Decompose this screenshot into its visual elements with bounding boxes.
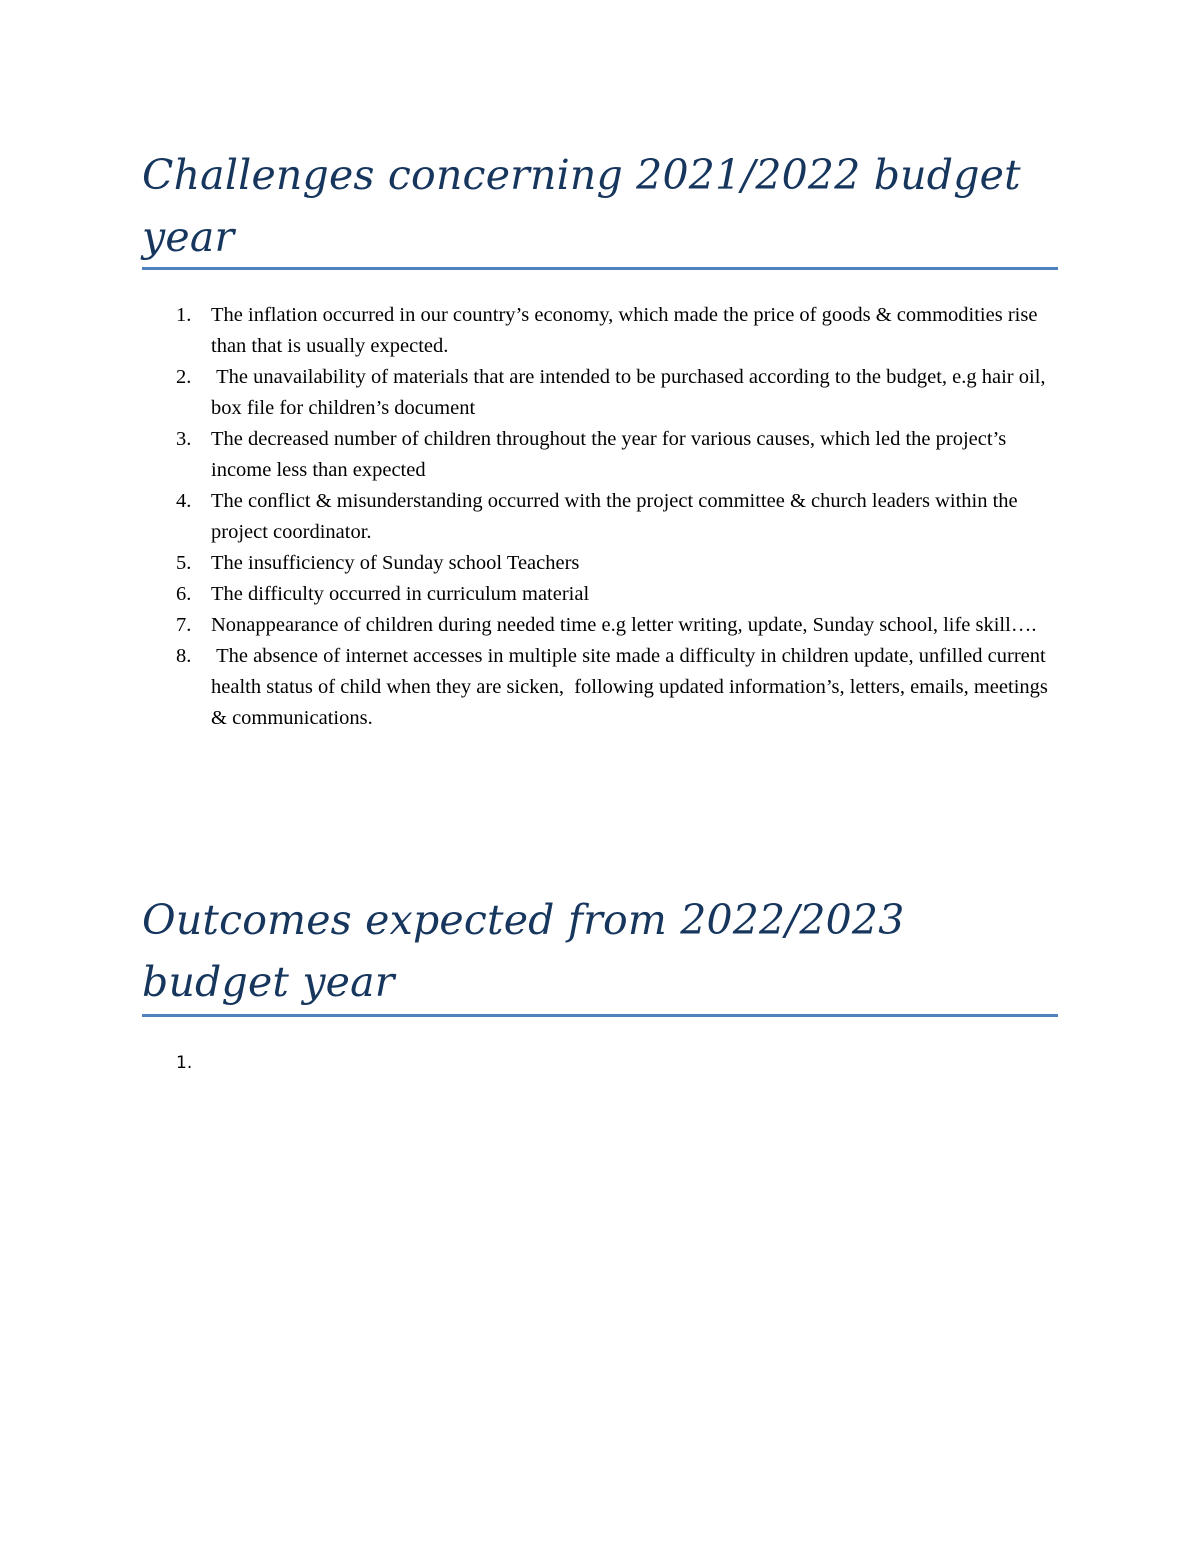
list-number: 4. bbox=[176, 490, 192, 512]
list-item bbox=[142, 486, 1058, 548]
list-item-text: The decreased number of children throughout the year for various causes, which led the project’s income less than expected bbox=[211, 428, 1007, 481]
list-number: 2. bbox=[176, 366, 192, 388]
heading-underline bbox=[142, 267, 1058, 270]
list-item bbox=[142, 300, 1058, 362]
list-number: 6. bbox=[176, 583, 192, 605]
list-item-text: The absence of internet accesses in multiple site made a difficulty in children update, unfilled current health status of child when they are sicken, following updated information’s, letters, emails, meetings & communications. bbox=[211, 645, 1054, 729]
list-number: 1. bbox=[176, 1053, 193, 1073]
list-item bbox=[142, 610, 1058, 641]
list-number: 7. bbox=[176, 614, 192, 636]
list-item bbox=[142, 641, 1058, 734]
list-item bbox=[142, 424, 1058, 486]
list-item bbox=[142, 579, 1058, 610]
list-item-text: The inflation occurred in our country’s economy, which made the price of goods & commodities rise than that is usually expected. bbox=[211, 304, 1038, 357]
list-item bbox=[142, 548, 1058, 579]
list-item-text: The difficulty occurred in curriculum material bbox=[211, 583, 590, 605]
list-number: 3. bbox=[176, 428, 192, 450]
list-item-text: Nonappearance of children during needed time e.g letter writing, update, Sunday school, life skill…. bbox=[211, 614, 1037, 636]
list-number: 8. bbox=[176, 645, 192, 667]
heading-underline bbox=[142, 1014, 1058, 1017]
list-item-text: The conflict & misunderstanding occurred with the project committee & church leaders within the project coordinator. bbox=[211, 490, 1018, 543]
list-number: 5. bbox=[176, 552, 192, 574]
list-item-text: The insufficiency of Sunday school Teachers bbox=[211, 552, 580, 574]
outcomes-heading: Outcomes expected from 2022/2023 budget year bbox=[142, 896, 905, 1006]
list-number: 1. bbox=[176, 304, 192, 326]
challenges-list bbox=[142, 300, 1058, 734]
challenges-heading: Challenges concerning 2021/2022 budget year bbox=[142, 151, 1021, 261]
list-item-text: The unavailability of materials that are intended to be purchased according to the budget, e.g hair oil, box file for children’s document bbox=[211, 366, 1051, 419]
list-item bbox=[142, 362, 1058, 424]
